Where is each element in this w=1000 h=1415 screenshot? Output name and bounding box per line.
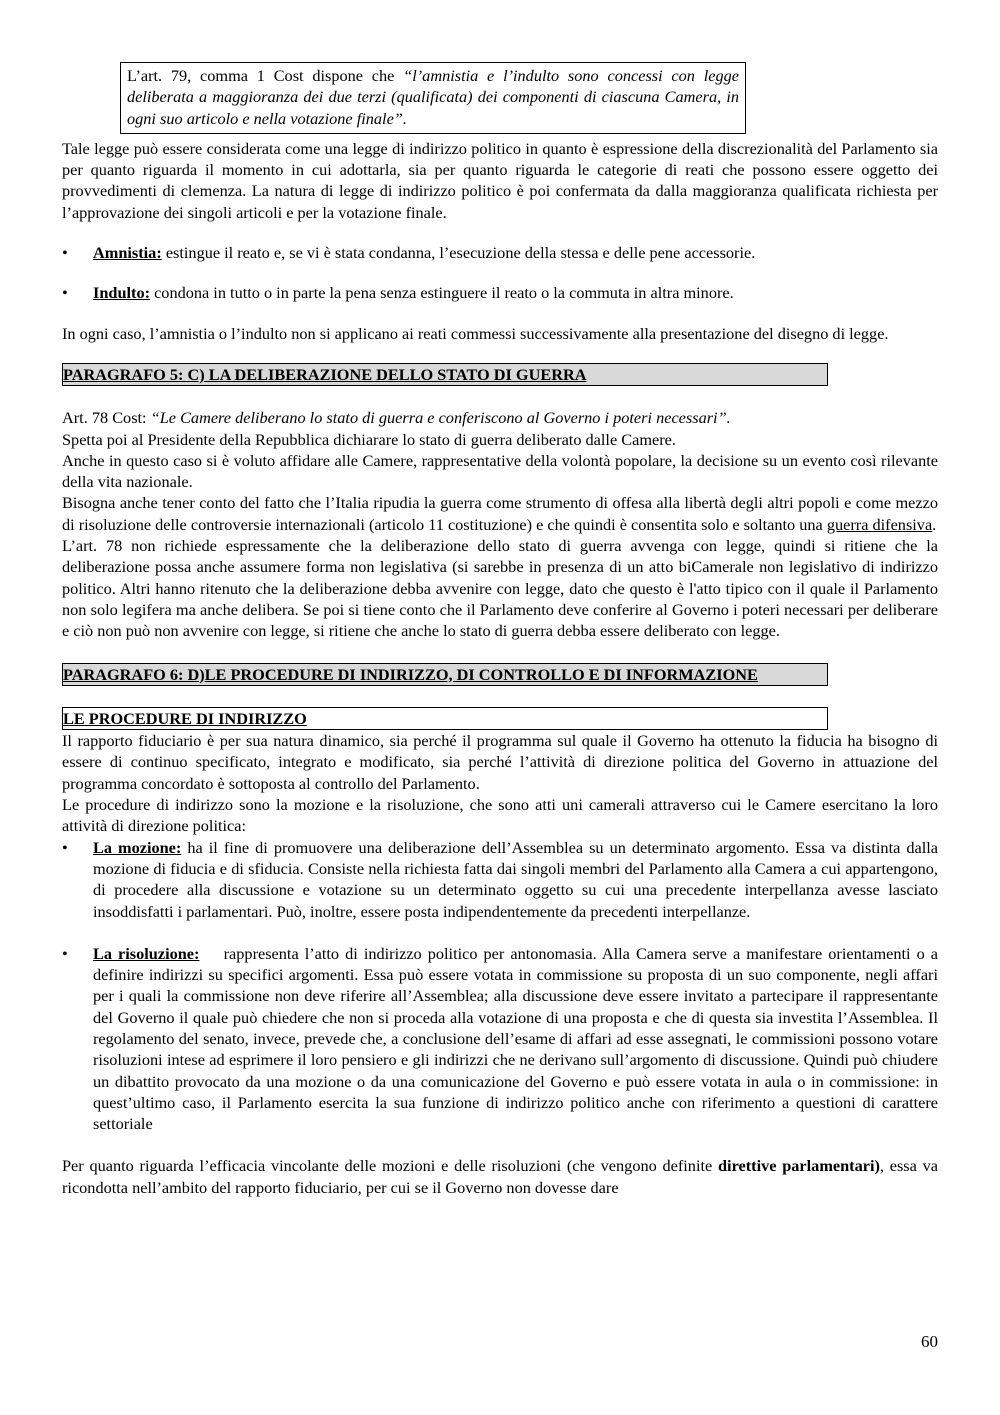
bullet-dot: • [62, 943, 68, 963]
guerra-difensiva: guerra difensiva [826, 514, 933, 534]
bullet-dot: • [62, 283, 68, 303]
risoluzione-text: rappresenta l’atto di indirizzo politico per antonomasia. Alla Camera serve a manifestare orientamenti o a definire indirizzi su specifici argomenti. Essa può essere votata in commissione su proposta di un suo componente, negli affari per i quali la commissione non deve riferire all’Assemblea; alla discussione deve essere invitato a partecipare il rappresentante del Governo il quale può chiedere che non si proceda alla votazione di una proposta e che di questa sia investita l’Assemblea. Il regolamento del senato, invece, prevede che, a conclusione dell’esame di affari ad esse assegnati, le commissioni possono votare risoluzioni intese ad esprimere il loro pensiero e gli indirizzi che ne derivano sull’argomento di discussione. Quindi può chiudere un dibattito provocato da una mozione o da una comunicazione del Governo e può essere votata in aula o in commissione: in quest’ultimo caso, il Parlamento esercita la sua funzione di indirizzo politico anche con riferimento a questioni di carattere settoriale [93, 943, 943, 1134]
heading-text: PARAGRAFO 5: C) LA DELIBERAZIONE DELLO STATO DI GUERRA [63, 364, 587, 384]
bullet-amnistia [62, 242, 938, 263]
ripudia-text: Bisogna anche tener conto del fatto che l’Italia ripudia la guerra come strumento di offesa alla libertà degli altri popoli e come mezzo di risoluzione delle controversie internazionali (articolo 11 costituzione) e che quindi è consentita solo e soltanto una [62, 493, 938, 534]
subheading-procedure [62, 707, 828, 730]
art-78-intro: Art. 78 Cost: [62, 408, 151, 428]
war-line-ripudia [62, 492, 938, 535]
bullet-mozione [62, 837, 938, 922]
quote-intro: L’art. 79, comma 1 Cost dispone che [127, 66, 404, 85]
heading-paragrafo-6 [62, 663, 828, 686]
efficacia-text: Per quanto riguarda l’efficacia vincolante delle mozioni e delle risoluzioni (che vengono definite [62, 1156, 718, 1176]
paragraph-legge: Tale legge può essere considerata come una legge di indirizzo politico in quanto è espressione della discrezionalità del Parlamento sia per quanto riguarda il momento in cui adottarla, sia per quanto riguarda le categorie di reati che possono essere oggetto dei provvedimenti di clemenza. La natura di legge di indirizzo politico è poi confermata da dalla maggioranza qualificata richiesta per l’approvazione dei singoli articoli e per la votazione finale. [62, 138, 938, 222]
paragraph-efficacia [62, 1155, 938, 1198]
direttive-parlamentari: direttive parlamentari) [718, 1156, 880, 1176]
quote-box [120, 62, 746, 134]
efficacia-end: , essa va ricondotta nell’ambito del rapporto fiduciario, per cui se il Governo non dovesse dare [62, 1156, 938, 1197]
mozione-text: ha il fine di promuovere una deliberazione dell’Assemblea su un determinato argomento. Essa va distinta dalla mozione di fiducia e di sfiducia. Consiste nella richiesta fatta dai singoli membri del Parlamento alla Camera a cui appartengono, di procedere alla discussione e votazione su un determinato oggetto su cui una precedente interpellanza avesse lasciato insoddisfatti i parlamentari. Può, inoltre, essere posta indipendentemente da precedenti interpellanze. [93, 837, 938, 921]
subheading-text: LE PROCEDURE DI INDIRIZZO [63, 708, 307, 728]
page [62, 62, 943, 1198]
art-78-quote: “Le Camere deliberano lo stato di guerra e conferiscono al Governo i poteri necessari”. [150, 408, 731, 428]
quote-text: “l’amnistia e l’indulto sono concessi con legge deliberata a maggioranza dei due terzi (qualificata) dei componenti di ciascuna Camera, in ogni suo articolo e nella votazione finale”. [127, 66, 739, 128]
paragraph-rapporto-fiduciario: Il rapporto fiduciario è per sua natura dinamico, sia perché il programma sul quale il Governo ha ottenuto la fiducia ha bisogno di essere di continuo specificato, integrato e modificato, sia perché l’attività di direzione politica del Governo in attuazione del programma concordato è sottoposta al controllo del Parlamento. [62, 731, 938, 793]
war-line-presidente: Spetta poi al Presidente della Repubblica dichiarare lo stato di guerra deliberato dalle Camere. [62, 429, 676, 449]
term-mozione: La mozione: [93, 837, 182, 857]
page-number: 60 [921, 1332, 938, 1351]
bullet-text: condona in tutto o in parte la pena senza estinguere il reato o la commuta in altra minore. [150, 283, 734, 303]
paragraph-procedure: Le procedure di indirizzo sono la mozione e la risoluzione, che sono atti uni camerali attraverso cui le Camere esercitano la loro attività di direzione politica: [62, 795, 938, 836]
term-risoluzione: La risoluzione: [93, 943, 200, 963]
heading-paragrafo-5 [62, 363, 828, 386]
bullet-risoluzione [62, 943, 943, 1135]
bullet-indulto [62, 282, 938, 303]
paragraph-in-ogni-caso: In ogni caso, l’amnistia o l’indulto non si applicano ai reati commessi successivamente alla presentazione del disegno di legge. [62, 323, 889, 343]
war-line-deliberazione: L’art. 78 non richiede espressamente che la deliberazione dello stato di guerra avvenga con legge, quindi si ritiene che la deliberazione possa anche assumere forma non legislativa (si sarebbe in presenza di un atto biCamerale non legislativo di indirizzo politico. Altri hanno ritenuto che la deliberazione debba avvenire con legge, dato che questo è l'atto tipico con il quale il Parlamento non solo legifera ma anche delibera. Se poi si tiene conto che il Parlamento deve conferire al Governo i poteri necessari per deliberare e ciò non può non avvenire con legge, si ritiene che anche lo stato di guerra debba essere deliberato con legge. [62, 536, 938, 641]
war-line-camere: Anche in questo caso si è voluto affidare alle Camere, rappresentative della volontà popolare, la decisione su un evento così rilevante della vita nazionale. [62, 450, 938, 492]
bullet-dot: • [62, 837, 68, 857]
heading-text: PARAGRAFO 6: D)LE PROCEDURE DI INDIRIZZO, DI CONTROLLO E DI INFORMAZIONE [63, 664, 758, 684]
term-indulto: Indulto: [93, 283, 151, 303]
bullet-text: estingue il reato e, se vi è stata condanna, l’esecuzione della stessa e delle pene accessorie. [161, 243, 756, 263]
war-art-78 [62, 407, 938, 428]
ripudia-end: . [932, 514, 937, 534]
term-amnistia: Amnistia: [93, 243, 162, 263]
bullet-dot: • [62, 243, 68, 263]
